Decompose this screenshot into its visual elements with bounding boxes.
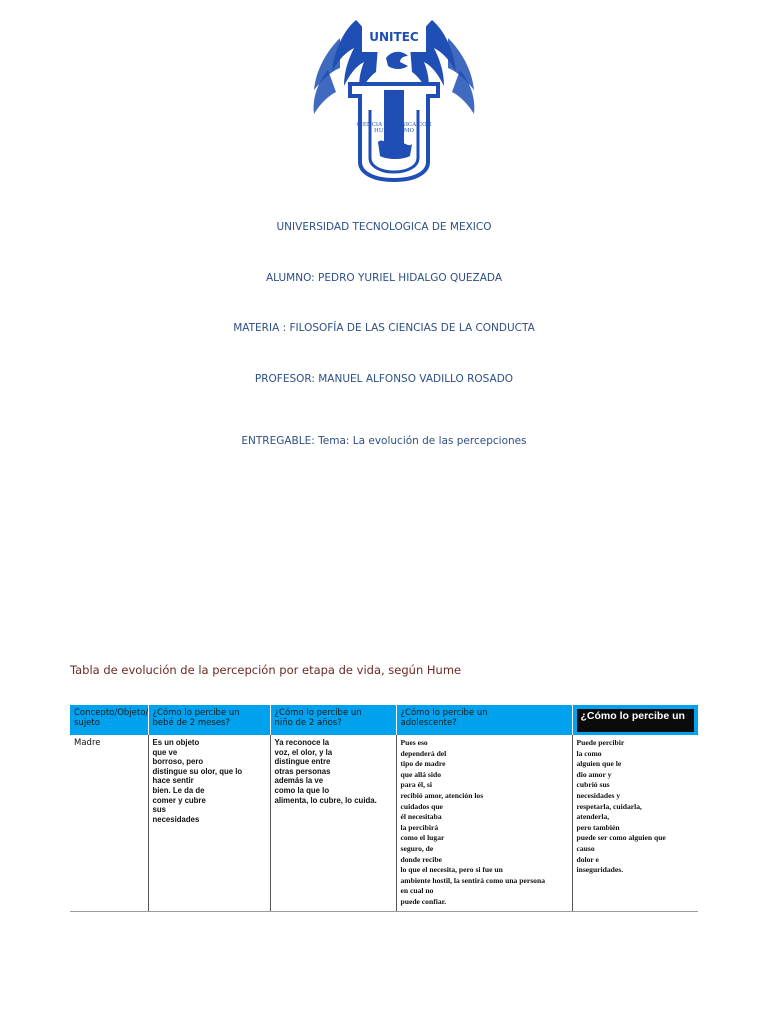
perception-table — [70, 705, 698, 912]
cell-child: Ya reconoce la voz, el olor, y la distingue entre otras personas además la ve como la que lo alimenta, lo cubre, lo cuida. — [270, 735, 396, 911]
cell-concept: Madre — [70, 735, 148, 911]
unitec-logo — [304, 10, 484, 190]
cell-adult: Puede percibir la como alguien que le dio amor y cubrió sus necesidades y respetarla, cuidarla, atenderla, pero también puede ser como alguien que causo dolor e inseguridades. — [572, 735, 698, 911]
university-name: UNIVERSIDAD TECNOLOGICA DE MEXICO — [276, 221, 492, 233]
table-caption: Tabla de evolución de la percepción por etapa de vida, según Hume — [70, 663, 462, 677]
cell-baby: Es un objeto que ve borroso, pero distingue su olor, que lo hace sentir bien. Le da de comer y cubre sus necesidades — [148, 735, 270, 911]
table-row — [70, 735, 698, 911]
cell-teen: Pues eso dependerá del tipo de madre que allá sido para él, si recibió amor, atención los cuidados que él necesitaba la percibirá como el lugar seguro, de donde recibe lo que el necesita, pero si fue un ambiente hostil, la sentirá como una persona en cual no puede confiar. — [396, 735, 572, 911]
header-concept: Concepto/Objeto/ sujeto — [70, 705, 148, 735]
student-name: ALUMNO: PEDRO YURIEL HIDALGO QUEZADA — [265, 272, 503, 284]
logo-motto-text: CIENCIA Y TECNICA CON HUMANISMO — [356, 122, 432, 134]
header-adult: ¿Cómo lo percibe un — [572, 705, 698, 735]
header-baby: ¿Cómo lo percibe un bebé de 2 meses? — [148, 705, 270, 735]
header-child: ¿Cómo lo percibe un niño de 2 años? — [270, 705, 396, 735]
deliverable-topic: ENTREGABLE: Tema: La evolución de las percepciones — [241, 435, 527, 447]
logo-brand-text: UNITEC — [369, 30, 419, 44]
header-teen: ¿Cómo lo percibe un adolescente? — [396, 705, 572, 735]
subject-name: MATERIA : FILOSOFÍA DE LAS CIENCIAS DE LA CONDUCTA — [233, 322, 535, 334]
table-header-row — [70, 705, 698, 735]
professor-name: PROFESOR: MANUEL ALFONSO VADILLO ROSADO — [254, 373, 514, 385]
